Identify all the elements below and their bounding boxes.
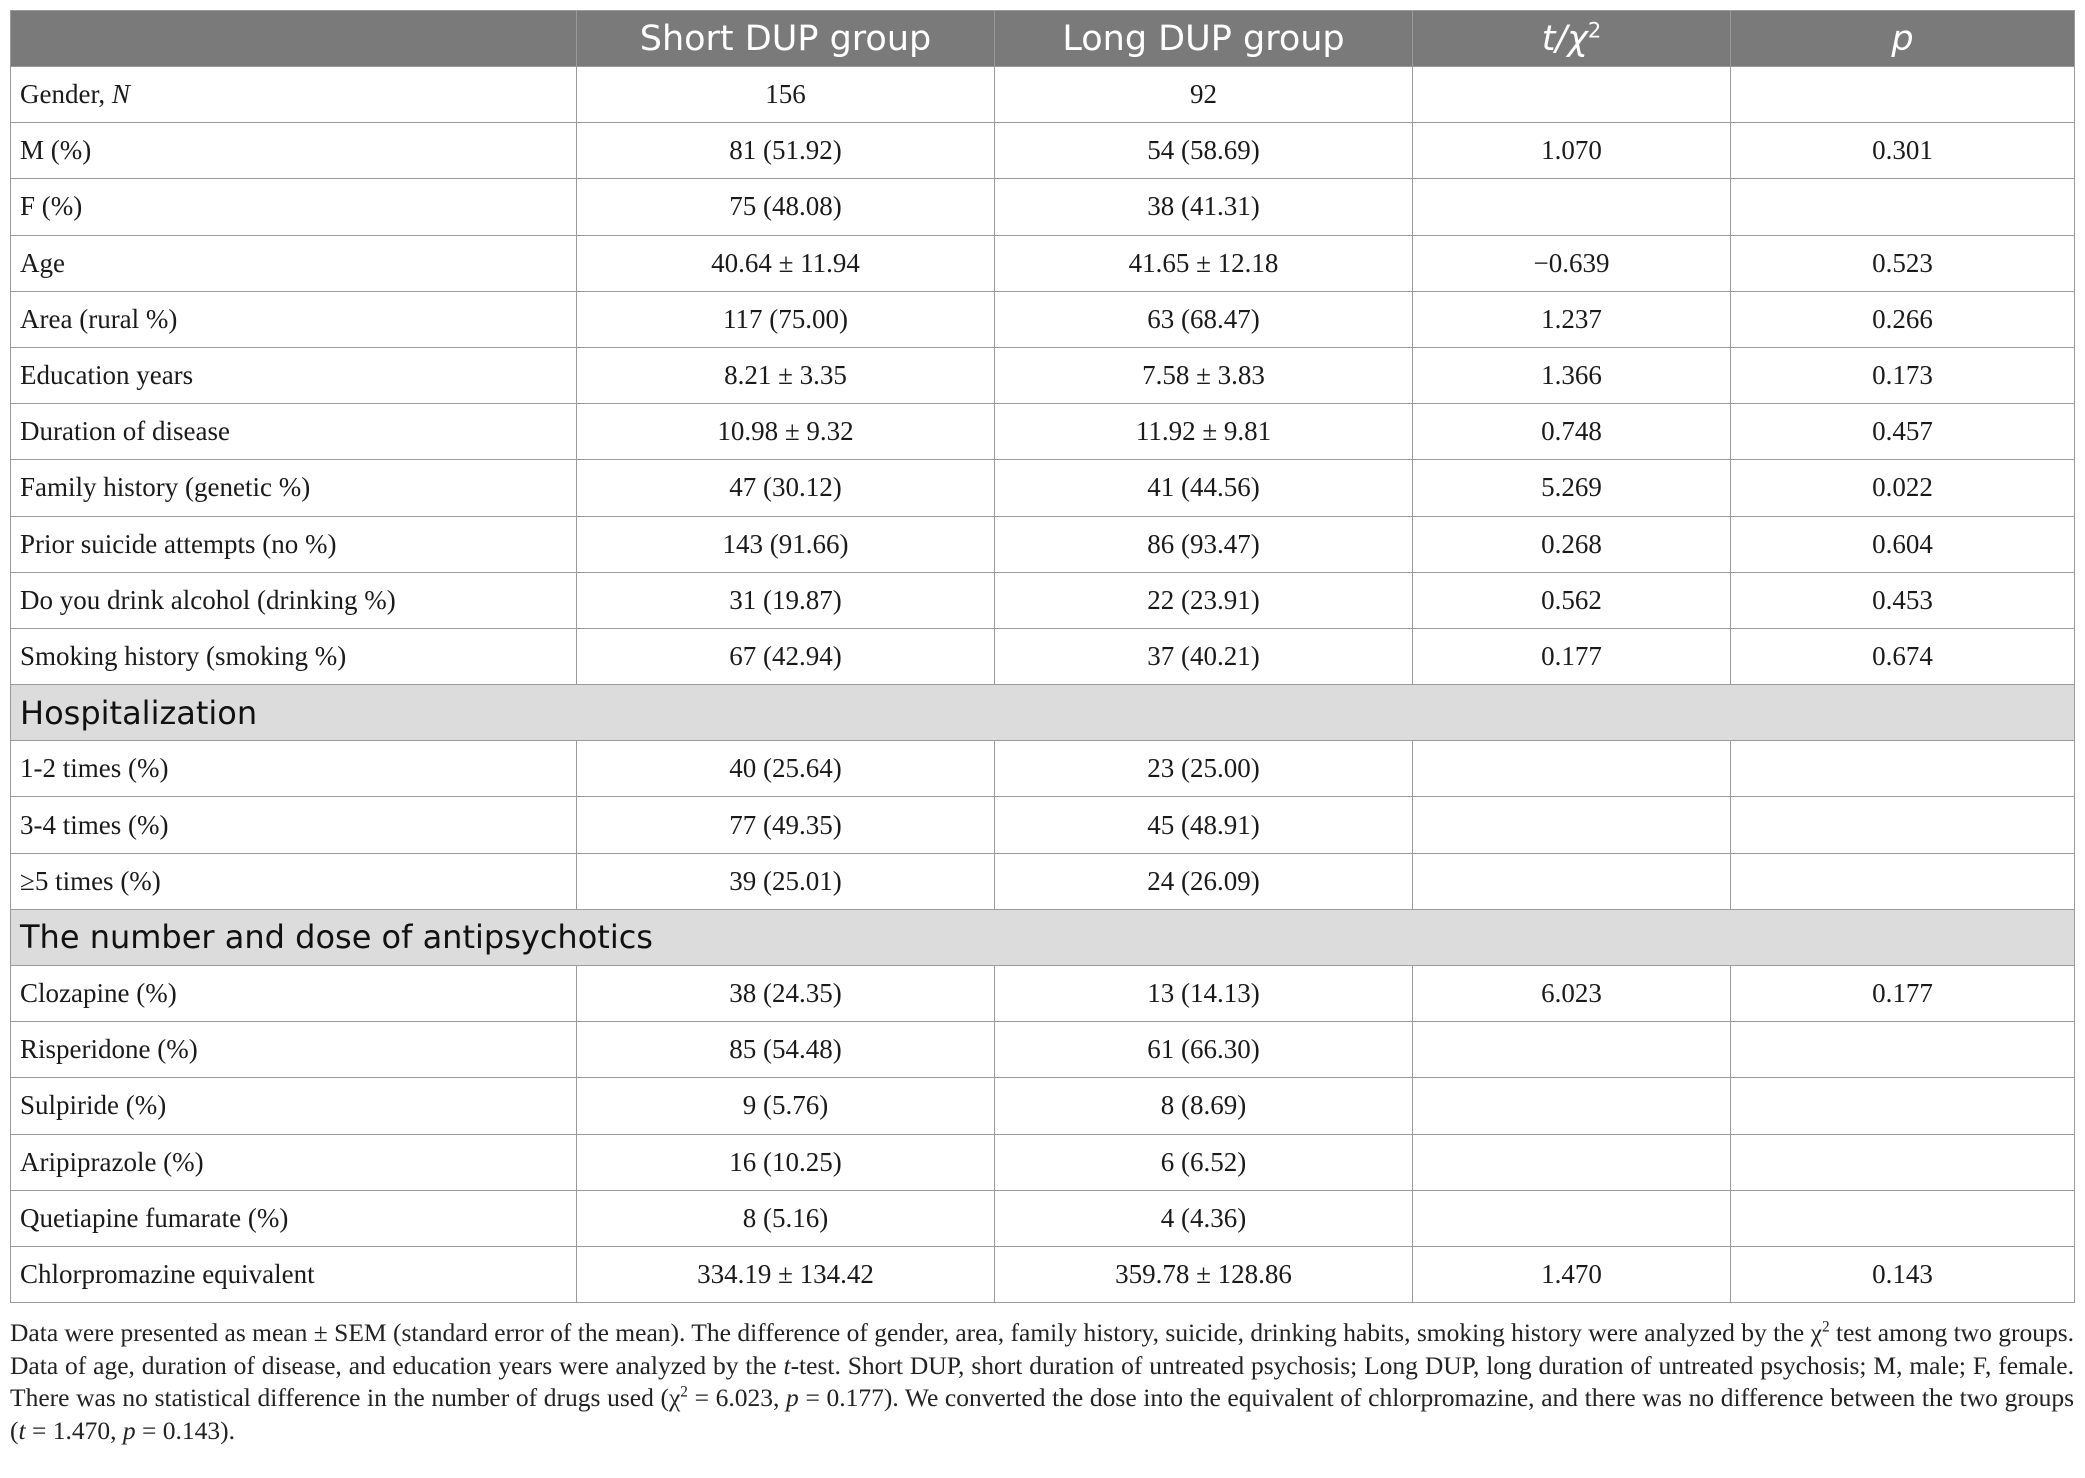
- header-statistic: [1413, 11, 1731, 67]
- cell-stat: [1413, 853, 1731, 909]
- cell-stat: [1413, 67, 1731, 123]
- row-label: Duration of disease: [11, 404, 577, 460]
- cell-p: 0.173: [1731, 347, 2075, 403]
- table-row: [11, 1246, 2075, 1302]
- cell-short: 67 (42.94): [577, 628, 995, 684]
- cell-stat: 6.023: [1413, 966, 1731, 1022]
- header-p-value: p: [1731, 11, 2075, 67]
- cell-stat: −0.639: [1413, 235, 1731, 291]
- cell-long: 23 (25.00): [995, 741, 1413, 797]
- cell-long: 41 (44.56): [995, 460, 1413, 516]
- cell-long: 37 (40.21): [995, 628, 1413, 684]
- section-row-antipsychotics: [11, 909, 2075, 965]
- row-label: Do you drink alcohol (drinking %): [11, 572, 577, 628]
- cell-long: 24 (26.09): [995, 853, 1413, 909]
- cell-long: 86 (93.47): [995, 516, 1413, 572]
- cell-stat: 0.177: [1413, 628, 1731, 684]
- row-label-text: Gender,: [20, 79, 106, 110]
- cell-long: 8 (8.69): [995, 1078, 1413, 1134]
- table-row: [11, 572, 2075, 628]
- table-row: [11, 460, 2075, 516]
- cell-p: 0.022: [1731, 460, 2075, 516]
- row-label: Prior suicide attempts (no %): [11, 516, 577, 572]
- cell-short: 81 (51.92): [577, 123, 995, 179]
- row-label: 1-2 times (%): [11, 741, 577, 797]
- cell-short: 156: [577, 67, 995, 123]
- cell-short: 9 (5.76): [577, 1078, 995, 1134]
- cell-stat: 1.070: [1413, 123, 1731, 179]
- footnote-text: Data were presented as mean ± SEM (standard error of the mean). The difference of gender, area, family history, suicide, drinking habits, smoking history were analyzed by the χ: [10, 1318, 1822, 1348]
- table-row: [11, 1190, 2075, 1246]
- cell-long: 22 (23.91): [995, 572, 1413, 628]
- cell-p: 0.177: [1731, 966, 2075, 1022]
- table-row: [11, 1022, 2075, 1078]
- table-row: [11, 797, 2075, 853]
- cell-short: 38 (24.35): [577, 966, 995, 1022]
- cell-short: 10.98 ± 9.32: [577, 404, 995, 460]
- table-row: [11, 853, 2075, 909]
- cell-p: 0.523: [1731, 235, 2075, 291]
- footnote-text: test among two groups. Data of age, duration of disease, and education years were analyzed by the: [10, 1318, 2074, 1380]
- cell-short: 8.21 ± 3.35: [577, 347, 995, 403]
- cell-p: 0.266: [1731, 291, 2075, 347]
- section-title: The number and dose of antipsychotics: [11, 909, 2075, 965]
- row-label: Sulpiride (%): [11, 1078, 577, 1134]
- cell-stat: 0.748: [1413, 404, 1731, 460]
- cell-p: [1731, 1078, 2075, 1134]
- row-label: Age: [11, 235, 577, 291]
- table-row: [11, 516, 2075, 572]
- cell-stat: [1413, 1078, 1731, 1134]
- cell-short: 31 (19.87): [577, 572, 995, 628]
- table-row: [11, 628, 2075, 684]
- cell-stat: [1413, 741, 1731, 797]
- cell-short: 40.64 ± 11.94: [577, 235, 995, 291]
- cell-short: 47 (30.12): [577, 460, 995, 516]
- cell-p: [1731, 67, 2075, 123]
- data-table: [10, 10, 2075, 1303]
- footnote-sup: 2: [680, 1383, 688, 1401]
- table-row: [11, 347, 2075, 403]
- cell-p: 0.301: [1731, 123, 2075, 179]
- cell-long: 61 (66.30): [995, 1022, 1413, 1078]
- table-row: [11, 741, 2075, 797]
- cell-stat: [1413, 179, 1731, 235]
- cell-short: 16 (10.25): [577, 1134, 995, 1190]
- cell-p: 0.143: [1731, 1246, 2075, 1302]
- cell-p: [1731, 1022, 2075, 1078]
- row-label: F (%): [11, 179, 577, 235]
- section-row-hospitalization: [11, 685, 2075, 741]
- footnote-italic: t: [18, 1415, 26, 1445]
- footnote-text: -test. Short DUP, short duration of untreated psychosis; Long DUP, long duration of untreated psychosis; M, male; F, female. There was no statistical difference in the number of drugs used (χ: [10, 1350, 2075, 1413]
- cell-p: [1731, 1134, 2075, 1190]
- cell-short: 334.19 ± 134.42: [577, 1246, 995, 1302]
- cell-short: 40 (25.64): [577, 741, 995, 797]
- footnote-text: = 0.143).: [135, 1415, 235, 1445]
- table-row: [11, 1078, 2075, 1134]
- row-label: M (%): [11, 123, 577, 179]
- table-row: [11, 123, 2075, 179]
- cell-p: [1731, 797, 2075, 853]
- table-row: [11, 966, 2075, 1022]
- table-row: [11, 1134, 2075, 1190]
- row-label: Aripiprazole (%): [11, 1134, 577, 1190]
- table-row: [11, 67, 2075, 123]
- table-body: [11, 67, 2075, 1303]
- cell-long: 7.58 ± 3.83: [995, 347, 1413, 403]
- cell-stat: [1413, 1134, 1731, 1190]
- cell-long: 38 (41.31): [995, 179, 1413, 235]
- cell-long: 41.65 ± 12.18: [995, 235, 1413, 291]
- row-label: 3-4 times (%): [11, 797, 577, 853]
- cell-long: 13 (14.13): [995, 966, 1413, 1022]
- footnote-sup: 2: [1821, 1318, 1830, 1336]
- table-row: [11, 404, 2075, 460]
- cell-long: 63 (68.47): [995, 291, 1413, 347]
- table-row: [11, 179, 2075, 235]
- cell-p: 0.674: [1731, 628, 2075, 684]
- section-title: Hospitalization: [11, 685, 2075, 741]
- cell-long: 6 (6.52): [995, 1134, 1413, 1190]
- cell-p: 0.457: [1731, 404, 2075, 460]
- header-variable: [11, 11, 577, 67]
- cell-long: 11.92 ± 9.81: [995, 404, 1413, 460]
- cell-long: 359.78 ± 128.86: [995, 1246, 1413, 1302]
- row-label: Family history (genetic %): [11, 460, 577, 516]
- header-statistic-main: t/χ: [1541, 18, 1588, 59]
- footnote-italic: p: [122, 1415, 136, 1445]
- cell-short: 117 (75.00): [577, 291, 995, 347]
- cell-short: 143 (91.66): [577, 516, 995, 572]
- cell-short: 39 (25.01): [577, 853, 995, 909]
- table-footnote: [10, 1317, 2074, 1447]
- table-header-row: [11, 11, 2075, 67]
- header-short-dup: Short DUP group: [577, 11, 995, 67]
- row-label: Risperidone (%): [11, 1022, 577, 1078]
- cell-p: [1731, 179, 2075, 235]
- header-statistic-sup: 2: [1587, 17, 1602, 42]
- cell-short: 85 (54.48): [577, 1022, 995, 1078]
- row-label: Education years: [11, 347, 577, 403]
- footnote-text: = 0.177). We converted the dose into the equivalent of chlorpromazine, and there was no difference between the two groups (: [10, 1383, 2074, 1445]
- cell-stat: [1413, 797, 1731, 853]
- cell-stat: 0.268: [1413, 516, 1731, 572]
- cell-p: 0.453: [1731, 572, 2075, 628]
- cell-long: 54 (58.69): [995, 123, 1413, 179]
- footnote-italic: p: [786, 1383, 799, 1413]
- table-row: [11, 235, 2075, 291]
- row-label: Clozapine (%): [11, 966, 577, 1022]
- cell-long: 92: [995, 67, 1413, 123]
- cell-p: [1731, 741, 2075, 797]
- footnote-text: = 6.023,: [687, 1383, 787, 1413]
- row-label: ≥5 times (%): [11, 853, 577, 909]
- row-label: [11, 67, 577, 123]
- footnote-italic: t: [783, 1350, 791, 1380]
- cell-stat: 1.366: [1413, 347, 1731, 403]
- cell-stat: 1.237: [1413, 291, 1731, 347]
- cell-long: 4 (4.36): [995, 1190, 1413, 1246]
- cell-short: 8 (5.16): [577, 1190, 995, 1246]
- row-label-italic: N: [111, 79, 130, 110]
- table-row: [11, 291, 2075, 347]
- cell-stat: 0.562: [1413, 572, 1731, 628]
- row-label: Quetiapine fumarate (%): [11, 1190, 577, 1246]
- row-label: Smoking history (smoking %): [11, 628, 577, 684]
- row-label: Area (rural %): [11, 291, 577, 347]
- table-container: [10, 10, 2074, 1473]
- row-label: Chlorpromazine equivalent: [11, 1246, 577, 1302]
- cell-p: [1731, 1190, 2075, 1246]
- header-long-dup: Long DUP group: [995, 11, 1413, 67]
- cell-long: 45 (48.91): [995, 797, 1413, 853]
- cell-short: 75 (48.08): [577, 179, 995, 235]
- cell-p: 0.604: [1731, 516, 2075, 572]
- cell-short: 77 (49.35): [577, 797, 995, 853]
- cell-stat: 1.470: [1413, 1246, 1731, 1302]
- cell-stat: 5.269: [1413, 460, 1731, 516]
- cell-p: [1731, 853, 2075, 909]
- cell-stat: [1413, 1022, 1731, 1078]
- footnote-text: = 1.470,: [25, 1415, 123, 1445]
- cell-stat: [1413, 1190, 1731, 1246]
